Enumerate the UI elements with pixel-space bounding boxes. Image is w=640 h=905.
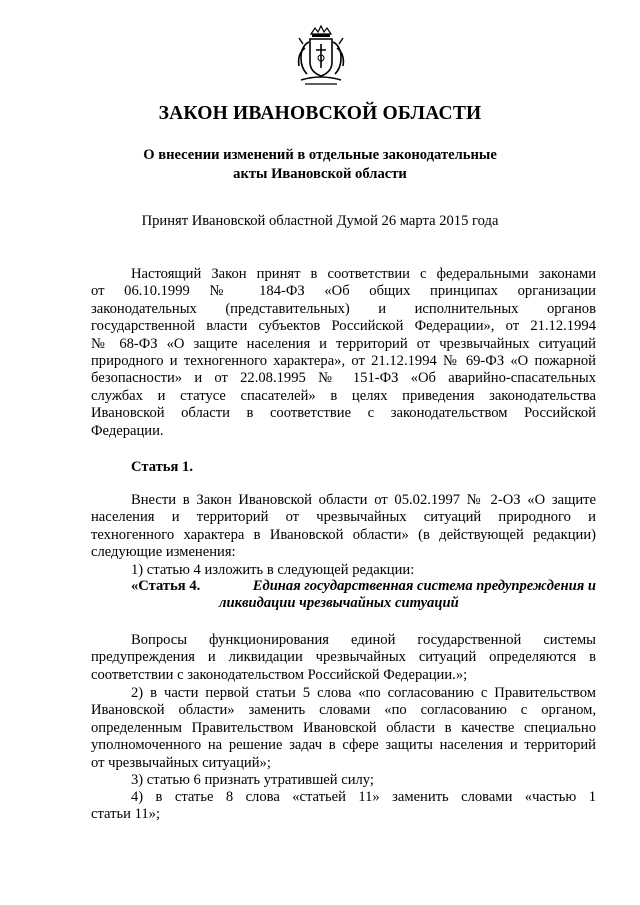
adoption-date: Принят Ивановской областной Думой 26 марта 2015 года [141, 213, 499, 229]
subtitle-line: акты Ивановской области [233, 166, 407, 182]
text-line: службах и статусе спасателей» в целях приведения законодательства [91, 387, 596, 404]
law-subtitle [0, 146, 640, 184]
text-line: следующие изменения: [91, 544, 236, 561]
preamble-paragraph [91, 266, 596, 440]
text-line: законодательных (представительных) и исполнительных органов [91, 300, 596, 317]
text-line: предупреждения и ликвидации чрезвычайных ситуаций определяются в [91, 649, 596, 666]
text-line: безопасности» и от 22.08.1995 № 151-ФЗ «Об аварийно-спасательных [91, 370, 596, 387]
text-line: от 06.10.1999 № 184-ФЗ «Об общих принципах организации [91, 283, 596, 300]
text-line: Настоящий Закон принят в соответствии с федеральными законами [131, 266, 596, 282]
list-item-3 [91, 772, 596, 789]
list-item: 1) статью 4 изложить в следующей редакции: [131, 561, 415, 578]
article4-title-line: ликвидации чрезвычайных ситуаций [219, 595, 459, 612]
text-line: от чрезвычайных ситуаций»; [91, 754, 271, 771]
text-line: 4) в статье 8 слова «статьей 11» заменить словами «частью 1 [131, 789, 596, 805]
text-line: населения и территорий от чрезвычайных ситуаций природного и [91, 509, 596, 526]
text-line: статьи 11»; [91, 806, 161, 823]
text-line: 3) статью 6 признать утратившей силу; [131, 772, 374, 788]
article4-title-line: Единая государственная система предупреждения и [252, 578, 596, 594]
text-line: № 68-ФЗ «О защите населения и территорий от чрезвычайных ситуаций [91, 335, 596, 352]
text-line: Ивановской области» заменить словами «по согласованию с органом, [91, 702, 596, 719]
article4-heading [131, 578, 596, 613]
text-line: Вопросы функционирования единой государственной системы [131, 632, 596, 648]
article4-label: «Статья 4. [131, 578, 201, 594]
law-title: ЗАКОН ИВАНОВСКОЙ ОБЛАСТИ [158, 103, 482, 124]
text-line: определенным Правительством Ивановской области в качестве специально [91, 719, 596, 736]
text-line: уполномоченного на решение задач в сфере защиты населения и территорий [91, 737, 596, 754]
text-line: Федерации. [91, 422, 164, 439]
article4-text [91, 632, 596, 684]
text-line: 2) в части первой статьи 5 слова «по согласованию с Правительством [131, 685, 596, 701]
text-line: техногенного характера в Ивановской области» (в действующей редакции) [91, 526, 596, 543]
text-line: государственной власти субъектов Российской Федерации», от 21.12.1994 [91, 318, 596, 335]
text-line: Внести в Закон Ивановской области от 05.02.1997 № 2-ОЗ «О защите [131, 492, 596, 508]
list-item-4 [91, 789, 596, 824]
coat-of-arms-icon [293, 24, 349, 88]
text-line: Ивановской области в соответствие с законодательством Российской [91, 405, 596, 422]
list-item-2 [91, 685, 596, 772]
article-heading: Статья 1. [131, 459, 193, 475]
subtitle-line: О внесении изменений в отдельные законодательные [143, 147, 497, 163]
article1-intro [91, 492, 596, 579]
text-line: соответствии с законодательством Российской Федерации.»; [91, 666, 468, 683]
text-line: природного и техногенного характера», от 21.12.1994 № 69-ФЗ «О пожарной [91, 353, 596, 370]
